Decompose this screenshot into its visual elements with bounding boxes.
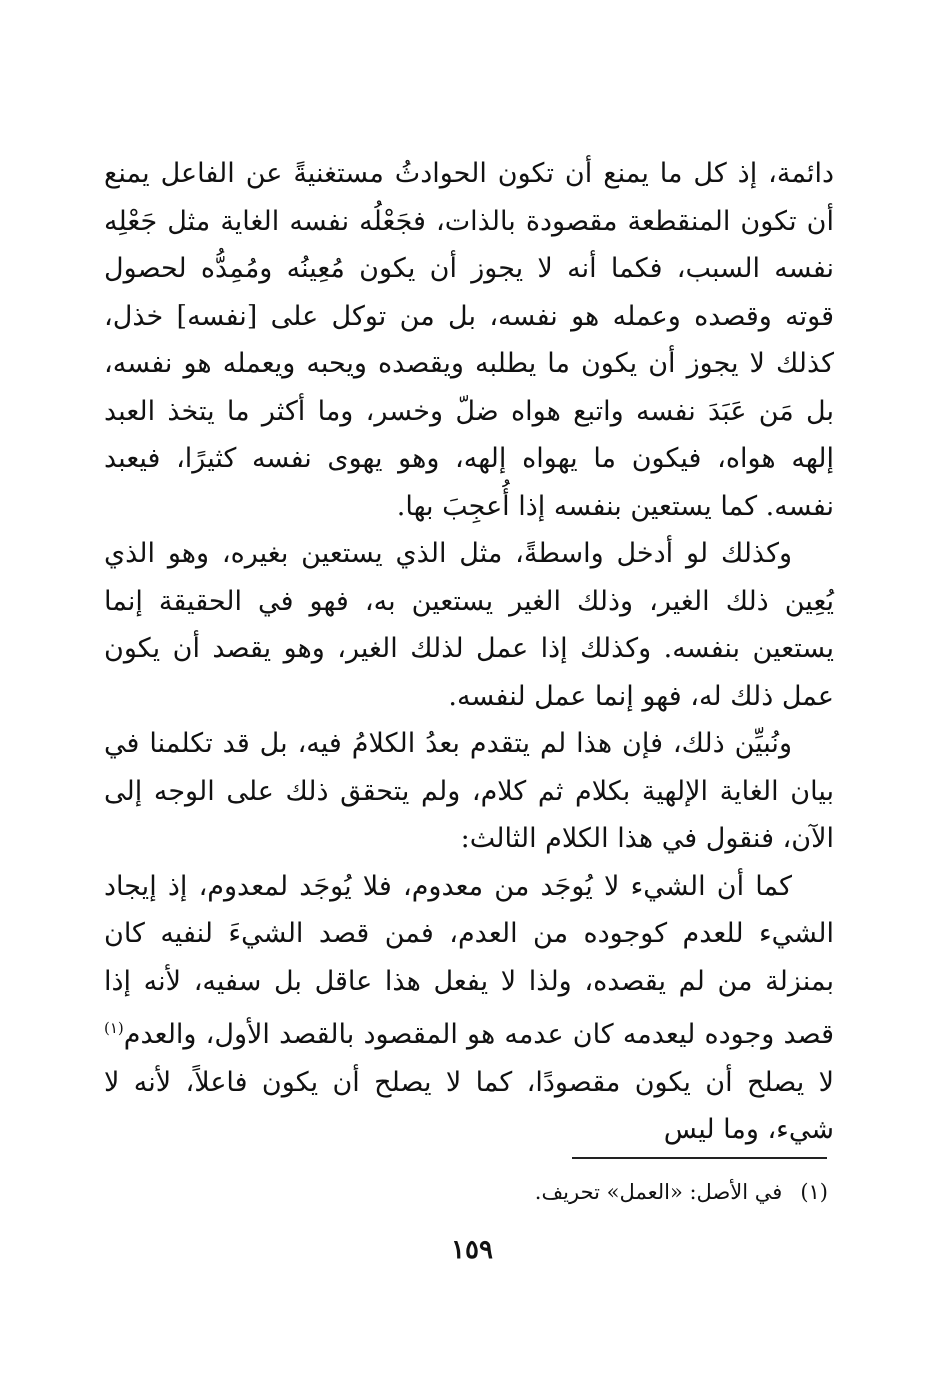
main-text — [104, 150, 834, 1154]
paragraph-1: دائمة، إذ كل ما يمنع أن تكون الحوادثُ مستغنيةً عن الفاعل يمنع أن تكون المنقطعة مقصودة بالذات، فجَعْلُه نفسه الغاية مثل جَعْلِه نفسه السبب، فكما أنه لا يجوز أن يكون مُعِينُه ومُمِدُّه لحصول قوته وقصده وعمله هو نفسه، بل من توكل على [نفسه] خذل، كذلك لا يجوز أن يكون ما يطلبه ويقصده ويحبه ويعمله هو نفسه، بل مَن عَبَدَ نفسه واتبع هواه ضلّ وخسر، وما أكثر ما يتخذ العبد إلهه هواه، فيكون ما يهواه إلهه، وهو يهوى نفسه كثيرًا، فيعبد نفسه. كما يستعين بنفسه إذا أُعجِبَ بها. — [104, 158, 834, 522]
paragraph-4-text-before: كما أن الشيء لا يُوجَد من معدوم، فلا يُوجَد لمعدوم، إذ إيجاد الشيء للعدم كوجوده من العدم، فمن قصد الشيءَ لنفيه كان بمنزلة من لم يقصده، ولذا لا يفعل هذا عاقل بل سفيه، لأنه إذا قصد وجوده ليعدمه كان عدمه هو المقصود بالقصد الأول، والعدم — [104, 870, 835, 1050]
paragraph-3: ونُبيِّن ذلك، فإن هذا لم يتقدم بعدُ الكلامُ فيه، بل قد تكلمنا في بيان الغاية الإلهية بكلام ثم كلام، ولم يتحقق ذلك على الوجه إلى الآن، فنقول في هذا الكلام الثالث: — [104, 728, 834, 854]
paragraph-4 — [104, 863, 834, 1154]
footnote-text: في الأصل: «العمل» تحريف. — [534, 1180, 783, 1204]
footnote — [300, 1176, 828, 1208]
paragraph-2: وكذلك لو أدخل واسطةً، مثل الذي يستعين بغيره، وهو الذي يُعِين ذلك الغير، وذلك الغير يستعين به، فهو في الحقيقة إنما يستعين بنفسه. وكذلك إذا عمل لذلك الغير، وهو يقصد أن يكون عمل ذلك له، فهو إنما عمل لنفسه. — [104, 538, 834, 712]
paragraph-4-text-after: لا يصلح أن يكون مقصودًا، كما لا يصلح أن يكون فاعلاً، لأنه لا شيء، وما ليس — [104, 1066, 834, 1145]
footnote-marker: (١) — [800, 1180, 828, 1204]
footnote-divider — [572, 1157, 827, 1159]
page-number: ١٥٩ — [451, 1235, 493, 1265]
footnote-reference: (١) — [104, 1019, 124, 1037]
